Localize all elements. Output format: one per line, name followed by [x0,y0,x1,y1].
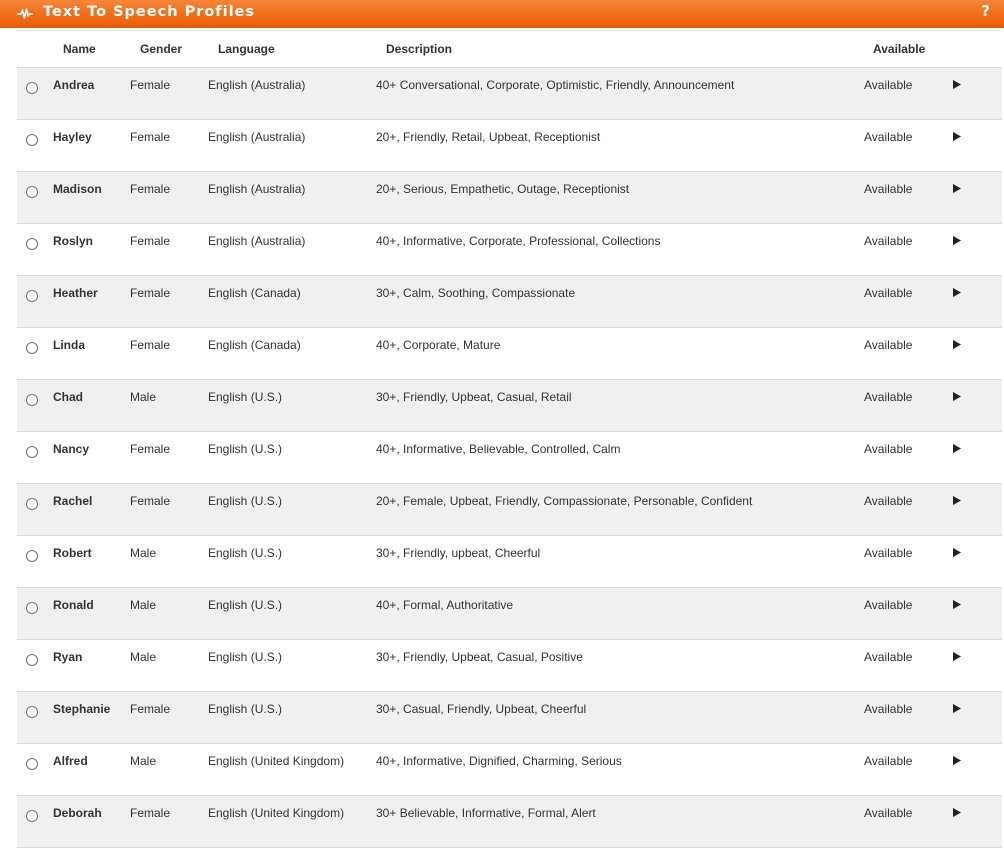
table-row[interactable] [17,223,1002,275]
profile-name: Alfred [53,754,88,768]
column-header-description[interactable]: Description [386,42,453,56]
profile-gender: Female [130,442,171,456]
column-header-language[interactable]: Language [218,42,275,56]
profile-gender: Female [130,130,171,144]
profile-name: Stephanie [53,702,111,716]
table-row[interactable] [17,275,1002,327]
select-radio-button[interactable] [26,238,38,250]
profile-language: English (U.S.) [208,650,283,664]
play-icon[interactable] [953,392,961,401]
play-icon[interactable] [953,132,961,141]
select-radio-button[interactable] [26,706,38,718]
table-row[interactable] [17,171,1002,223]
play-icon[interactable] [953,496,961,505]
profile-description: 20+, Female, Upbeat, Friendly, Compassionate, Personable, Confident [376,494,753,508]
profile-language: English (Canada) [208,338,301,352]
profile-gender: Female [130,78,171,92]
select-radio-button[interactable] [26,446,38,458]
profile-description: 40+, Formal, Authoritative [376,598,514,612]
profile-name: Ryan [53,650,83,664]
profile-availability: Available [864,234,913,248]
profile-name: Ronald [53,598,94,612]
profile-availability: Available [864,806,913,820]
table-row[interactable] [17,379,1002,431]
select-radio-button[interactable] [26,82,38,94]
play-icon[interactable] [953,548,961,557]
profile-language: English (U.S.) [208,390,283,404]
table-row[interactable] [17,327,1002,379]
profile-name: Andrea [53,78,95,92]
profile-description: 30+, Casual, Friendly, Upbeat, Cheerful [376,702,587,716]
profile-gender: Male [130,546,157,560]
profile-language: English (Canada) [208,286,301,300]
profile-availability: Available [864,494,913,508]
table-row[interactable] [17,483,1002,535]
profile-gender: Male [130,754,157,768]
profile-availability: Available [864,546,913,560]
select-radio-button[interactable] [26,602,38,614]
audio-wave-icon [17,7,33,19]
help-button[interactable]: ? [981,2,990,20]
table-row[interactable] [17,691,1002,743]
column-header-available[interactable]: Available [873,42,926,56]
profile-language: English (U.S.) [208,494,283,508]
profile-description: 40+, Corporate, Mature [376,338,501,352]
select-radio-button[interactable] [26,498,38,510]
profile-description: 20+, Friendly, Retail, Upbeat, Receptionist [376,130,601,144]
select-radio-button[interactable] [26,290,38,302]
profile-description: 30+ Believable, Informative, Formal, Alert [376,806,596,820]
profile-name: Hayley [53,130,92,144]
table-row[interactable] [17,795,1002,848]
table-row[interactable] [17,67,1002,119]
profile-gender: Male [130,650,157,664]
profile-availability: Available [864,338,913,352]
play-icon[interactable] [953,444,961,453]
profile-language: English (U.S.) [208,702,283,716]
profile-availability: Available [864,390,913,404]
select-radio-button[interactable] [26,134,38,146]
profile-availability: Available [864,182,913,196]
profile-description: 40+, Informative, Dignified, Charming, Serious [376,754,622,768]
play-icon[interactable] [953,652,961,661]
profile-language: English (United Kingdom) [208,754,345,768]
play-icon[interactable] [953,288,961,297]
profile-availability: Available [864,650,913,664]
profile-description: 30+, Calm, Soothing, Compassionate [376,286,576,300]
profile-description: 40+ Conversational, Corporate, Optimistic, Friendly, Announcement [376,78,735,92]
profile-gender: Male [130,598,157,612]
profile-gender: Male [130,390,157,404]
profile-language: English (Australia) [208,130,306,144]
profile-name: Nancy [53,442,90,456]
title-bar [0,0,1004,28]
table-row[interactable] [17,639,1002,691]
play-icon[interactable] [953,808,961,817]
profile-name: Robert [53,546,92,560]
profile-language: English (Australia) [208,182,306,196]
column-header-name[interactable]: Name [63,42,96,56]
column-header-gender[interactable]: Gender [140,42,183,56]
select-radio-button[interactable] [26,186,38,198]
profile-language: English (Australia) [208,78,306,92]
profile-language: English (U.S.) [208,598,283,612]
table-header [17,30,1001,67]
select-radio-button[interactable] [26,654,38,666]
select-radio-button[interactable] [26,810,38,822]
profile-name: Heather [53,286,98,300]
table-row[interactable] [17,119,1002,171]
play-icon[interactable] [953,600,961,609]
profile-description: 30+, Friendly, Upbeat, Casual, Positive [376,650,583,664]
profile-gender: Female [130,702,171,716]
select-radio-button[interactable] [26,758,38,770]
window-title: Text To Speech Profiles [43,4,256,20]
profile-availability: Available [864,598,913,612]
profile-language: English (U.S.) [208,442,283,456]
select-radio-button[interactable] [26,394,38,406]
play-icon[interactable] [953,80,961,89]
profile-gender: Female [130,286,171,300]
play-icon[interactable] [953,756,961,765]
profile-language: English (United Kingdom) [208,806,345,820]
profile-description: 40+, Informative, Believable, Controlled, Calm [376,442,621,456]
profile-availability: Available [864,130,913,144]
profile-name: Madison [53,182,102,196]
profile-name: Linda [53,338,85,352]
profile-name: Deborah [53,806,102,820]
profile-gender: Female [130,806,171,820]
profile-gender: Female [130,182,171,196]
profile-availability: Available [864,702,913,716]
profile-availability: Available [864,286,913,300]
select-radio-button[interactable] [26,342,38,354]
profile-availability: Available [864,78,913,92]
profile-availability: Available [864,442,913,456]
table-row[interactable] [17,743,1002,795]
play-icon[interactable] [953,704,961,713]
table-row[interactable] [17,587,1002,639]
play-icon[interactable] [953,236,961,245]
table-row[interactable] [17,535,1002,587]
table-row[interactable] [17,431,1002,483]
profile-gender: Female [130,338,171,352]
profile-availability: Available [864,754,913,768]
profile-description: 40+, Informative, Corporate, Professional, Collections [376,234,661,248]
play-icon[interactable] [953,340,961,349]
profile-description: 20+, Serious, Empathetic, Outage, Receptionist [376,182,630,196]
profile-gender: Female [130,494,171,508]
profile-language: English (U.S.) [208,546,283,560]
profile-name: Rachel [53,494,93,508]
profiles-table [17,67,1002,848]
profile-gender: Female [130,234,171,248]
profile-name: Roslyn [53,234,94,248]
profile-language: English (Australia) [208,234,306,248]
profile-name: Chad [53,390,83,404]
profile-description: 30+, Friendly, upbeat, Cheerful [376,546,541,560]
select-radio-button[interactable] [26,550,38,562]
play-icon[interactable] [953,184,961,193]
profile-description: 30+, Friendly, Upbeat, Casual, Retail [376,390,572,404]
